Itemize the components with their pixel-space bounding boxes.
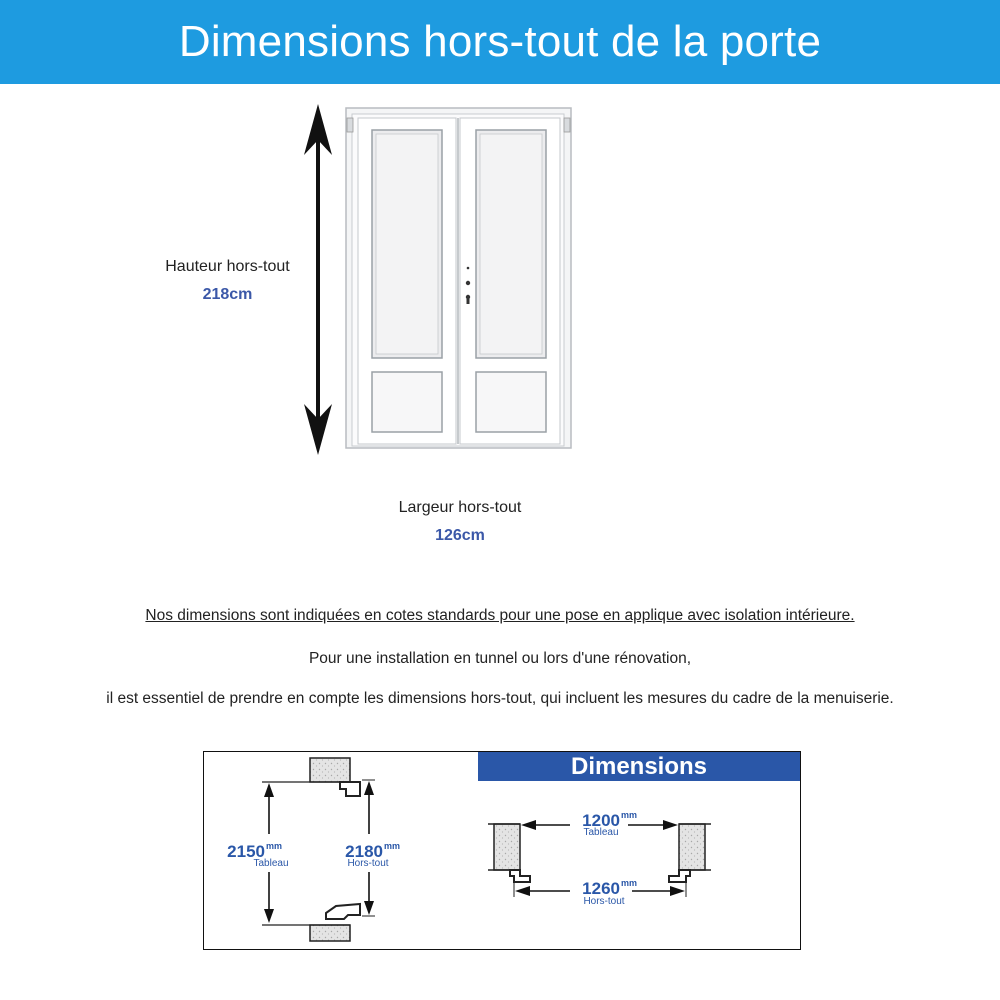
dimension-diagram-drawing xyxy=(204,752,800,949)
height-value: 218cm xyxy=(202,286,253,303)
installation-note-line1: Pour une installation en tunnel ou lors d'une rénovation, xyxy=(308,650,692,667)
standard-dimensions-note: Nos dimensions sont indiquées en cotes standards pour une pose en applique avec isolation intérieure. xyxy=(145,607,855,624)
height-label: Hauteur hors-tout xyxy=(165,258,290,275)
height-horstout-caption: Hors-tout xyxy=(347,858,389,869)
width-tableau-unit: mm xyxy=(621,810,638,820)
width-tableau-value: 1200 xyxy=(582,811,620,830)
height-arrow xyxy=(304,104,332,455)
width-tableau-caption: Tableau xyxy=(583,827,619,838)
height-tableau-caption: Tableau xyxy=(253,858,289,869)
door-illustration xyxy=(290,100,590,460)
width-value: 126cm xyxy=(435,527,485,544)
height-horstout-unit: mm xyxy=(384,841,401,851)
height-tableau-unit: mm xyxy=(266,841,283,851)
page-header xyxy=(0,0,1000,84)
width-label: Largeur hors-tout xyxy=(398,499,522,516)
height-tableau-value: 2150 xyxy=(227,842,265,861)
page-title: Dimensions hors-tout de la porte xyxy=(178,17,822,66)
width-horstout-caption: Hors-tout xyxy=(583,896,625,907)
installation-note-line2: il est essentiel de prendre en compte les dimensions hors-tout, qui incluent les mesures du cadre de la menuiserie. xyxy=(106,690,894,707)
width-horstout-value: 1260 xyxy=(582,879,620,898)
diagram-banner-title: Dimensions xyxy=(570,752,708,780)
height-horstout-value: 2180 xyxy=(345,842,383,861)
width-horstout-unit: mm xyxy=(621,878,638,888)
